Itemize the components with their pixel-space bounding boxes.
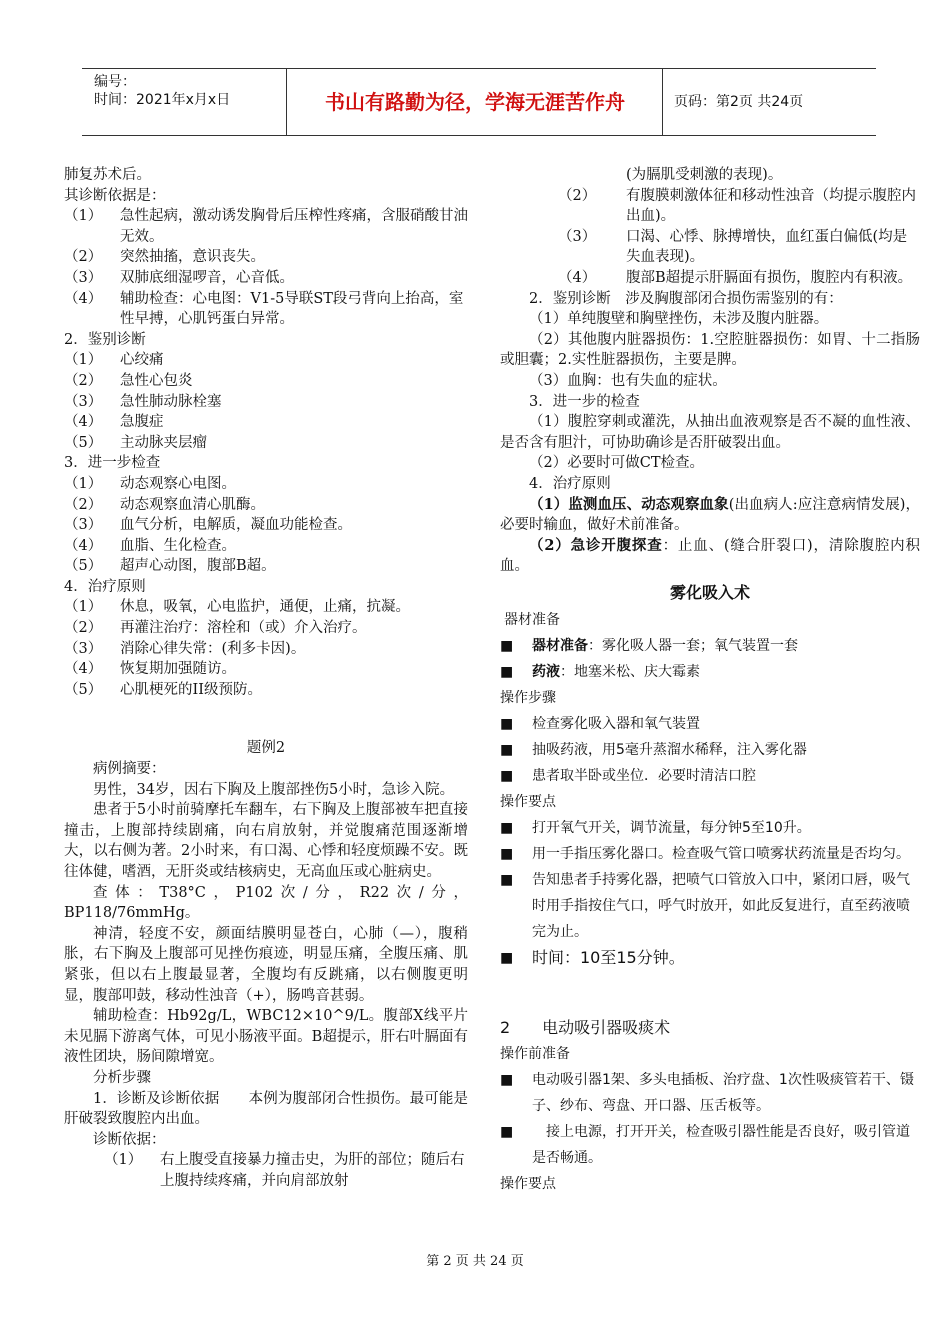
list-item: （5） 心肌梗死的II级预防。 [64, 681, 262, 698]
list-item: （3） 双肺底细湿啰音，心音低。 [64, 269, 294, 286]
subheading: 器材准备 [504, 612, 560, 629]
list-item: （4） 恢复期加强随访。 [64, 661, 236, 678]
section-heading: 3．进一步的检查 [529, 393, 640, 410]
list-item: （1） 动态观察心电图。 [64, 475, 236, 492]
code-label: 编号： [94, 74, 136, 90]
text-line: 肺复苏术后。 [64, 167, 151, 183]
page-header [82, 68, 876, 136]
bullet-icon: ■ [500, 820, 514, 837]
paragraph: 男性，34岁，因右下胸及上腹部挫伤5小时，急诊入院。 [93, 781, 455, 798]
paragraph: 患者于5小时前骑摩托车翻车，右下胸及上腹部被车把直接撞击，上腹部持续剧痛，向右肩放射，并觉腹痛范围逐渐增大，以右侧为著。2小时来，有口渴、心悸和轻度烦躁不安。既往体健，嗜酒，无肝炎或结核病史，无高血压或心脏病史。 [64, 802, 468, 880]
text-line: 诊断依据： [93, 1131, 166, 1148]
header-meta [94, 73, 284, 109]
bullet-item: ■ 药液：地塞米松、庆大霉素 [500, 659, 920, 685]
bullet-item: ■ 打开氧气开关，调节流量，每分钟5至10升。 [500, 815, 920, 841]
list-item: （1） 心绞痛 [64, 352, 164, 369]
list-item: （2） 再灌注治疗：溶栓和（或）介入治疗。 [64, 620, 367, 637]
paragraph: 辅助检查：Hb92g/L，WBC12×10^9/L。腹部X线平片未见膈下游离气体，可见小肠液平面。B超提示，肝右叶膈面有液性团块，肠间隙增宽。 [64, 1008, 468, 1066]
list-item: （4） 腹部B超提示肝膈面有损伤，腹腔内有积液。 [558, 269, 913, 286]
header-page-number: 页码：第2页 共24页 [674, 94, 804, 110]
bullet-icon: ■ [500, 950, 514, 967]
subheading: 操作前准备 [500, 1046, 570, 1063]
time-label: 时间：2021年x月x日 [94, 92, 231, 108]
text-line: （1）单纯腹壁和胸壁挫伤，未涉及腹内脏器。 [529, 311, 829, 328]
bullet-item: ■ 电动吸引器1架、多头电插板、治疗盘、1次性吸痰管若干、镊子、纱布、弯盘、开口器、压舌板等。 [500, 1067, 920, 1119]
list-item: （5） 主动脉夹层瘤 [64, 434, 207, 451]
bullet-icon: ■ [500, 1124, 514, 1141]
section-heading: 3．进一步检查 [64, 455, 161, 472]
section-heading: 4．治疗原则 [529, 475, 611, 492]
text-line: 其诊断依据是： [64, 187, 166, 204]
right-column [500, 165, 920, 1197]
case-title: 题例2 [246, 740, 286, 757]
list-item: （2） 动态观察血清心肌酶。 [64, 496, 265, 513]
bullet-item: ■ 抽吸药液，用5毫升蒸溜水稀释，注入雾化器 [500, 737, 920, 763]
section-heading: 2．鉴别诊断 涉及胸腹部闭合损伤需鉴别的有： [529, 290, 843, 307]
bullet-icon: ■ [500, 716, 514, 733]
text-line: （3）血胸：也有失血的症状。 [529, 372, 727, 389]
bullet-item: ■ 用一手指压雾化器口。检查吸气管口喷雾状药流量是否均匀。 [500, 841, 920, 867]
list-item: （5） 超声心动图，腹部B超。 [64, 558, 276, 575]
paragraph: （1）监测血压、动态观察血象(出血病人:应注意病情发展)，必要时输血，做好术前准备。 [500, 495, 921, 534]
text-line: 病例摘要： [93, 761, 166, 778]
list-item: （4） 血脂、生化检查。 [64, 537, 236, 554]
paragraph: （2）急诊开腹探查：止血、(缝合肝裂口)，清除腹腔内积血。 [500, 536, 921, 575]
paragraph: （1）腹腔穿刺或灌洗，从抽出血液观察是否不凝的血性液、是否含有胆汁，可协助确诊是否肝破裂出血。 [500, 414, 920, 451]
bullet-item: ■ 检查雾化吸入器和氧气装置 [500, 711, 920, 737]
bullet-icon: ■ [500, 1072, 514, 1089]
bullet-item: ■ 器材准备：雾化吸人器一套；氧气装置一套 [500, 633, 920, 659]
section-title: 2 电动吸引器吸痰术 [500, 1018, 671, 1038]
section-heading: 4．治疗原则 [64, 578, 146, 595]
section-heading: 2．鉴别诊断 [64, 331, 146, 348]
paragraph: （2）其他腹内脏器损伤：1.空腔脏器损伤：如胃、十二指肠或胆囊；2.实性脏器损伤，主要是脾。 [500, 331, 920, 369]
list-item: （3） 口渴、心悸、脉搏增快，血红蛋白偏低(均是失血表现)。 [558, 228, 908, 266]
section-title: 雾化吸入术 [669, 582, 750, 602]
list-item: （2） 突然抽搐，意识丧失。 [64, 249, 265, 266]
list-item: （1） 右上腹受直接暴力撞击史，为肝的部位；随后右上腹持续疼痛，并向肩部放射 [104, 1152, 465, 1189]
subheading: 操作要点 [500, 794, 556, 811]
list-item: （3） 急性肺动脉栓塞 [64, 393, 222, 410]
list-item: （1） 休息，吸氧，心电监护，通便，止痛，抗凝。 [64, 599, 410, 616]
text-line: （2）必要时可做CT检查。 [529, 455, 704, 472]
header-motto: 书山有路勤为径，学海无涯苦作舟 [325, 90, 625, 114]
subheading: 操作步骤 [500, 690, 556, 707]
text-line: 分析步骤 [93, 1069, 151, 1086]
bullet-icon: ■ [500, 846, 514, 863]
header-divider [662, 69, 663, 135]
bullet-icon: ■ [500, 768, 514, 785]
list-item: （3） 血气分析，电解质，凝血功能检查。 [64, 517, 352, 534]
bullet-icon: ■ [500, 872, 514, 889]
bullet-item: ■ 接上电源，打开开关，检查吸引器性能是否良好，吸引管道是否畅通。 [500, 1119, 920, 1171]
subheading: 操作要点 [500, 1176, 556, 1193]
bullet-icon: ■ [500, 664, 514, 681]
bullet-item: ■ 患者取半卧或坐位．必要时清洁口腔 [500, 763, 920, 789]
bullet-item: ■ 时间：10至15分钟。 [500, 945, 920, 971]
list-item: （1） 急性起病，激动诱发胸骨后压榨性疼痛，含服硝酸甘油无效。 [64, 208, 468, 245]
paragraph: 查体：T38°C，P102次/分，R22次/分，BP118/76mmHg。 [64, 884, 468, 922]
list-item: （3） 消除心律失常：(利多卡因)。 [64, 640, 306, 657]
list-item: （4） 辅助检查：心电图：V1-5导联ST段弓背向上抬高，室性早搏，心肌钙蛋白异常。 [64, 290, 464, 328]
list-item: （4） 急腹症 [64, 414, 164, 431]
list-item: （2） 急性心包炎 [64, 372, 193, 389]
paragraph: 1．诊断及诊断依据 本例为腹部闭合性损伤。最可能是肝破裂致腹腔内出血。 [64, 1090, 468, 1128]
bullet-icon: ■ [500, 638, 514, 655]
bullet-item: ■ 告知患者手持雾化器，把喷气口管放入口中，紧闭口唇，吸气时用手指按住气口，呼气时放开，如此反复进行，直至药液喷完为止。 [500, 867, 920, 945]
page-footer: 第 2 页 共 24 页 [426, 1254, 524, 1269]
list-item: （2） 有腹膜刺激体征和移动性浊音（均提示腹腔内出血)。 [558, 187, 916, 225]
left-column [64, 165, 468, 1192]
text-line: (为膈肌受刺激的表现)。 [626, 167, 783, 183]
paragraph: 神清，轻度不安，颜面结膜明显苍白，心肺（—），腹稍胀，右下胸及上腹部可见挫伤痕迹，明显压痛，全腹压痛、肌紧张，但以右上腹最显著，全腹均有反跳痛，以右侧腹更明显，腹部叩鼓，移动性浊音（+），肠鸣音甚弱。 [64, 925, 468, 1004]
header-divider [286, 69, 287, 135]
bullet-icon: ■ [500, 742, 514, 759]
